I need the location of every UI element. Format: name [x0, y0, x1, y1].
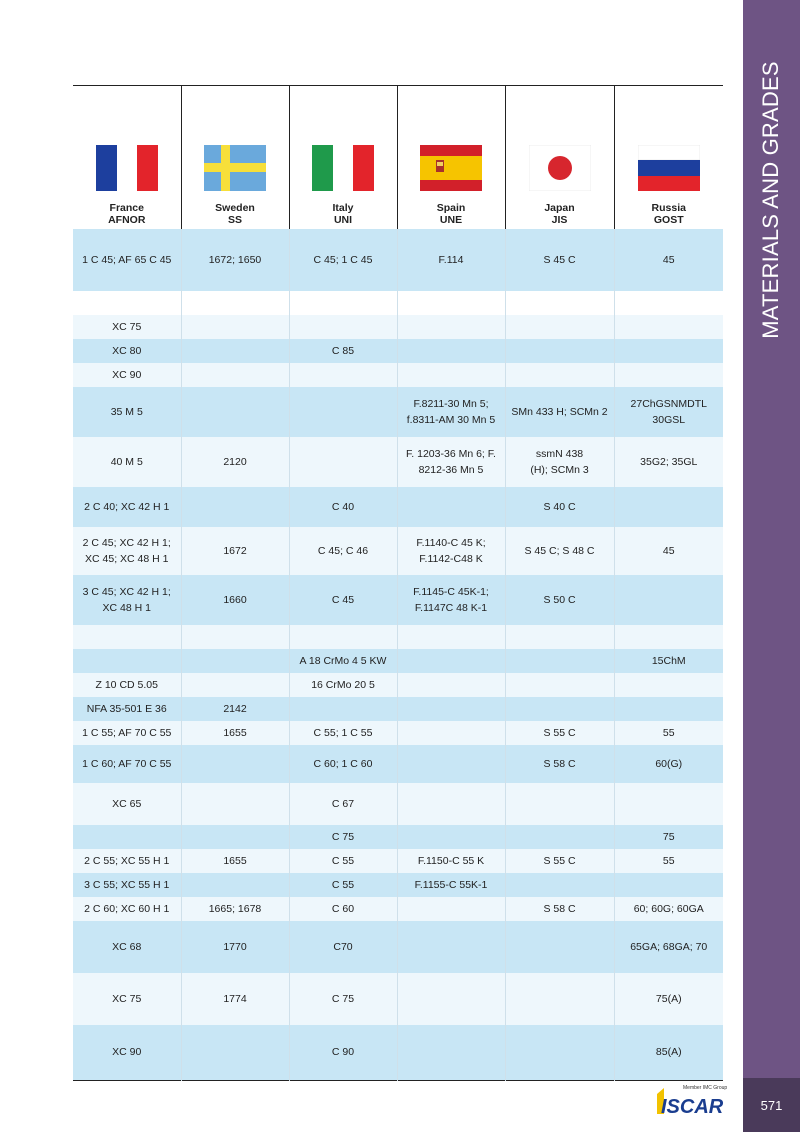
grade-text: 35 M 5 — [110, 405, 143, 418]
grade-cell — [614, 897, 723, 921]
grade-cell — [614, 363, 723, 387]
grade-cell — [181, 363, 289, 387]
page-number: 571 — [743, 1078, 800, 1132]
grade-cell — [614, 339, 723, 363]
grade-cell — [181, 897, 289, 921]
grade-text: XC 75 — [112, 992, 142, 1005]
table-row — [73, 721, 723, 745]
grade-text: 30GSL — [652, 413, 686, 426]
grade-text: 3 C 55; XC 55 H 1 — [84, 878, 170, 891]
grade-text: C 45; C 46 — [317, 544, 369, 557]
table-row — [73, 697, 723, 721]
grade-cell — [397, 339, 505, 363]
grade-text: 2142 — [223, 702, 247, 715]
grade-text: C 55 — [331, 878, 355, 891]
grade-text: C 60; 1 C 60 — [313, 757, 373, 770]
table-row — [73, 339, 723, 363]
grade-cell — [181, 721, 289, 745]
grade-cell — [614, 315, 723, 339]
grade-text: 1655 — [223, 854, 247, 867]
grade-cell — [397, 745, 505, 783]
grade-cell — [73, 387, 181, 437]
grade-text: S 58 C — [543, 902, 576, 915]
grade-cell — [505, 921, 614, 973]
grade-text: 55 — [662, 726, 675, 739]
grade-text: 1655 — [223, 726, 247, 739]
grade-text: 16 CrMo 20 5 — [311, 678, 375, 691]
france-flag — [75, 145, 179, 194]
grade-cell — [397, 437, 505, 487]
grade-cell — [73, 973, 181, 1025]
grade-cell — [397, 825, 505, 849]
grade-cell — [614, 487, 723, 527]
grade-text: 75 — [662, 830, 675, 843]
grade-cell — [181, 575, 289, 625]
grade-text: 75(A) — [655, 992, 682, 1005]
grade-text: 45 — [662, 544, 675, 557]
grade-cell — [505, 387, 614, 437]
column-header-italy — [289, 86, 397, 229]
grade-text: 1672 — [223, 544, 247, 557]
grade-cell — [289, 973, 397, 1025]
grade-text: F. 1203-36 Mn 6; F. — [406, 447, 496, 460]
grade-cell — [289, 873, 397, 897]
grade-cell — [397, 527, 505, 575]
column-header-russia — [614, 86, 723, 229]
grade-text: 2 C 55; XC 55 H 1 — [84, 854, 170, 867]
grade-cell — [397, 921, 505, 973]
grade-cell — [289, 745, 397, 783]
grade-cell — [181, 339, 289, 363]
grade-cell — [397, 315, 505, 339]
sweden-flag — [184, 145, 287, 194]
grade-cell — [397, 363, 505, 387]
grade-cell — [73, 783, 181, 825]
grade-cell — [289, 625, 397, 649]
grade-cell — [505, 1025, 614, 1081]
table-row — [73, 745, 723, 783]
grade-text: C 67 — [331, 797, 355, 810]
grade-cell — [181, 673, 289, 697]
grade-text: XC 90 — [112, 1046, 142, 1059]
grade-cell — [505, 873, 614, 897]
grade-cell — [397, 575, 505, 625]
column-header-sweden — [181, 86, 289, 229]
table-row — [73, 783, 723, 825]
grade-cell — [289, 921, 397, 973]
country-name: Japan — [544, 201, 575, 214]
grade-cell — [289, 849, 397, 873]
table-row — [73, 849, 723, 873]
table-row — [73, 1025, 723, 1081]
grade-cell — [289, 1025, 397, 1081]
grade-text: (H); SCMn 3 — [530, 463, 589, 476]
grade-cell — [73, 649, 181, 673]
grades-table — [73, 85, 723, 1081]
japan-flag — [508, 145, 612, 194]
grade-text: 1 C 45; AF 65 C 45 — [82, 253, 172, 266]
grade-cell — [73, 229, 181, 291]
grade-cell — [397, 649, 505, 673]
grade-cell — [397, 387, 505, 437]
grade-cell — [73, 897, 181, 921]
section-title: MATERIALS AND GRADES — [758, 61, 783, 339]
russia-flag — [617, 145, 722, 194]
grade-cell — [505, 673, 614, 697]
grade-text: 1 C 60; AF 70 C 55 — [82, 757, 172, 770]
grade-text: C 45; 1 C 45 — [313, 253, 373, 266]
grade-text: S 55 C — [543, 854, 576, 867]
grade-cell — [505, 649, 614, 673]
grade-cell — [397, 229, 505, 291]
grade-cell — [505, 849, 614, 873]
grade-text: NFA 35-501 E 36 — [86, 702, 167, 715]
grade-cell — [505, 487, 614, 527]
standard-name: UNE — [439, 213, 463, 226]
grade-cell — [614, 745, 723, 783]
grade-text: 35G2; 35GL — [640, 455, 698, 468]
grade-cell — [289, 291, 397, 315]
spain-flag — [400, 145, 503, 194]
grade-cell — [505, 897, 614, 921]
grade-cell — [505, 315, 614, 339]
standard-name: UNI — [333, 213, 353, 226]
grade-cell — [397, 849, 505, 873]
grade-cell — [614, 649, 723, 673]
grade-cell — [614, 825, 723, 849]
standard-name: GOST — [653, 213, 684, 226]
grade-text: f.8311-AM 30 Mn 5 — [406, 413, 496, 426]
grade-text: C 55 — [331, 854, 355, 867]
table-row — [73, 649, 723, 673]
grade-cell — [181, 527, 289, 575]
grade-cell — [73, 673, 181, 697]
grade-cell — [614, 873, 723, 897]
standard-name: AFNOR — [108, 213, 146, 226]
grade-text: 2 C 45; XC 42 H 1; — [82, 536, 171, 549]
grade-cell — [614, 387, 723, 437]
grade-cell — [505, 721, 614, 745]
grade-text: 85(A) — [655, 1046, 682, 1059]
grade-cell — [614, 973, 723, 1025]
grade-text: XC 90 — [112, 368, 142, 381]
grade-cell — [614, 291, 723, 315]
grade-text: Z 10 CD 5.05 — [95, 678, 158, 691]
grade-cell — [397, 487, 505, 527]
grade-text: 40 M 5 — [110, 455, 143, 468]
grade-cell — [505, 745, 614, 783]
grade-cell — [397, 625, 505, 649]
grade-cell — [181, 973, 289, 1025]
grade-cell — [397, 783, 505, 825]
grade-cell — [397, 721, 505, 745]
grade-cell — [505, 783, 614, 825]
grade-text: 1672; 1650 — [208, 253, 262, 266]
grade-cell — [181, 625, 289, 649]
grade-cell — [289, 825, 397, 849]
grade-cell — [73, 363, 181, 387]
grade-text: C 55; 1 C 55 — [313, 726, 373, 739]
grade-cell — [289, 575, 397, 625]
grade-cell — [289, 363, 397, 387]
grade-cell — [73, 437, 181, 487]
grade-cell — [289, 897, 397, 921]
grade-cell — [181, 873, 289, 897]
grade-cell — [614, 673, 723, 697]
grade-text: 3 C 45; XC 42 H 1; — [82, 585, 171, 598]
country-name: Russia — [651, 201, 686, 214]
grade-text: XC 75 — [112, 320, 142, 333]
grade-cell — [73, 625, 181, 649]
grade-cell — [289, 721, 397, 745]
grade-cell — [505, 575, 614, 625]
grade-cell — [181, 783, 289, 825]
grade-cell — [289, 437, 397, 487]
grade-text: XC 68 — [112, 940, 142, 953]
grade-cell — [73, 487, 181, 527]
grade-cell — [73, 721, 181, 745]
grade-text: 27ChGSNMDTL — [630, 397, 707, 410]
grade-text: 65GA; 68GA; 70 — [630, 940, 708, 953]
grade-cell — [397, 673, 505, 697]
grade-cell — [181, 825, 289, 849]
grade-cell — [505, 363, 614, 387]
grade-cell — [181, 487, 289, 527]
grade-cell — [505, 697, 614, 721]
grade-cell — [73, 527, 181, 575]
grade-cell — [289, 673, 397, 697]
grade-text: 60(G) — [655, 757, 683, 770]
grade-cell — [289, 229, 397, 291]
grade-cell — [505, 437, 614, 487]
grade-cell — [181, 437, 289, 487]
country-name: Italy — [332, 201, 354, 214]
grade-cell — [614, 783, 723, 825]
table-row — [73, 897, 723, 921]
grade-text: 8212-36 Mn 5 — [418, 463, 484, 476]
grade-cell — [289, 487, 397, 527]
grade-cell — [505, 291, 614, 315]
grade-cell — [73, 873, 181, 897]
grade-text: F.1155-C 55K-1 — [414, 878, 488, 891]
grade-cell — [181, 921, 289, 973]
grade-text: XC 45; XC 48 H 1 — [85, 552, 169, 565]
grade-cell — [614, 721, 723, 745]
grade-text: C 60 — [331, 902, 355, 915]
grade-cell — [614, 229, 723, 291]
grade-text: C 45 — [331, 593, 355, 606]
table-row — [73, 973, 723, 1025]
grade-cell — [397, 291, 505, 315]
column-header-spain — [397, 86, 505, 229]
table-row — [73, 387, 723, 437]
grade-cell — [505, 339, 614, 363]
grade-text: C 75 — [331, 992, 355, 1005]
table-row — [73, 625, 723, 649]
grade-text: F.1142-C48 K — [419, 552, 483, 565]
grade-cell — [614, 921, 723, 973]
grade-cell — [289, 697, 397, 721]
grade-text: SMn 433 H; SCMn 2 — [511, 405, 608, 418]
grade-cell — [181, 291, 289, 315]
grade-text: S 40 C — [543, 500, 576, 513]
grade-cell — [289, 387, 397, 437]
grade-cell — [181, 315, 289, 339]
column-header-japan — [505, 86, 614, 229]
grade-text: S 45 C; S 48 C — [524, 544, 595, 557]
table-row — [73, 315, 723, 339]
grade-cell — [181, 849, 289, 873]
grade-cell — [505, 527, 614, 575]
grade-text: F.1147C 48 K-1 — [414, 601, 488, 614]
grade-text: C 75 — [331, 830, 355, 843]
grade-cell — [289, 649, 397, 673]
grade-text: A 18 CrMo 4 5 KW — [299, 654, 387, 667]
grade-cell — [289, 783, 397, 825]
grade-cell — [73, 697, 181, 721]
table-row — [73, 437, 723, 487]
grade-text: S 58 C — [543, 757, 576, 770]
table-row — [73, 825, 723, 849]
grade-text: C 40 — [331, 500, 355, 513]
grade-cell — [614, 437, 723, 487]
grade-cell — [397, 697, 505, 721]
grade-text: C 90 — [331, 1046, 355, 1059]
table-row — [73, 487, 723, 527]
grade-text: XC 65 — [112, 797, 142, 810]
grade-text: S 45 C — [543, 253, 576, 266]
grade-cell — [614, 527, 723, 575]
grade-cell — [397, 1025, 505, 1081]
grade-cell — [614, 849, 723, 873]
table-row — [73, 575, 723, 625]
table-row — [73, 527, 723, 575]
grade-cell — [505, 625, 614, 649]
grade-cell — [181, 697, 289, 721]
grade-text: S 50 C — [543, 593, 576, 606]
grade-cell — [614, 697, 723, 721]
grade-cell — [73, 921, 181, 973]
grade-cell — [289, 315, 397, 339]
grade-text: 2 C 40; XC 42 H 1 — [84, 500, 170, 513]
grade-text: F.114 — [438, 253, 464, 266]
grade-text: ssmN 438 — [535, 447, 584, 460]
grade-cell — [181, 1025, 289, 1081]
grade-cell — [73, 291, 181, 315]
standard-name: JIS — [551, 213, 568, 226]
grade-text: 1 C 55; AF 70 C 55 — [82, 726, 172, 739]
grade-text: 15ChM — [651, 654, 686, 667]
logo-tagline: Member IMC Group — [683, 1085, 728, 1091]
grade-text: 60; 60G; 60GA — [633, 902, 704, 915]
grade-cell — [73, 315, 181, 339]
grade-cell — [289, 527, 397, 575]
table-row — [73, 873, 723, 897]
header-row — [73, 86, 723, 229]
standard-name: SS — [227, 213, 242, 226]
grade-cell — [181, 387, 289, 437]
grade-cell — [73, 575, 181, 625]
table-row — [73, 291, 723, 315]
grade-text: F.8211-30 Mn 5; — [413, 397, 489, 410]
grade-cell — [614, 625, 723, 649]
grade-text: XC 80 — [112, 344, 142, 357]
grade-text: 1665; 1678 — [208, 902, 262, 915]
grade-cell — [181, 649, 289, 673]
table-row — [73, 229, 723, 291]
grade-text: F.1145-C 45K-1; — [413, 585, 489, 598]
grade-cell — [181, 745, 289, 783]
grade-cell — [505, 825, 614, 849]
table-row — [73, 673, 723, 697]
grade-text: 2120 — [223, 455, 247, 468]
grade-cell — [289, 339, 397, 363]
grade-cell — [505, 229, 614, 291]
grade-cell — [73, 745, 181, 783]
grade-cell — [181, 229, 289, 291]
grade-cell — [73, 825, 181, 849]
table-row — [73, 363, 723, 387]
country-name: France — [109, 201, 144, 214]
grade-cell — [614, 1025, 723, 1081]
table-row — [73, 921, 723, 973]
grade-cell — [397, 873, 505, 897]
grade-text: C70 — [333, 940, 353, 953]
grade-text: F.1150-C 55 K — [417, 854, 485, 867]
grade-cell — [73, 1025, 181, 1081]
country-name: Sweden — [215, 201, 255, 214]
grade-text: XC 48 H 1 — [102, 601, 151, 614]
grade-cell — [505, 973, 614, 1025]
country-name: Spain — [436, 201, 466, 214]
italy-flag — [292, 145, 395, 194]
grade-text: S 55 C — [543, 726, 576, 739]
grade-text: 55 — [662, 854, 675, 867]
grade-cell — [397, 973, 505, 1025]
grade-text: F.1140-C 45 K; — [416, 536, 486, 549]
grade-text: 2 C 60; XC 60 H 1 — [84, 902, 170, 915]
grade-cell — [73, 849, 181, 873]
logo-brand-text: ISCAR — [661, 1096, 724, 1118]
column-header-france — [73, 86, 181, 229]
grade-text: 45 — [662, 253, 675, 266]
grade-text: 1660 — [223, 593, 247, 606]
grade-text: C 85 — [331, 344, 355, 357]
grade-cell — [397, 897, 505, 921]
grade-cell — [73, 339, 181, 363]
grade-text: 1770 — [223, 940, 247, 953]
grade-cell — [614, 575, 723, 625]
grade-text: 1774 — [223, 992, 247, 1005]
